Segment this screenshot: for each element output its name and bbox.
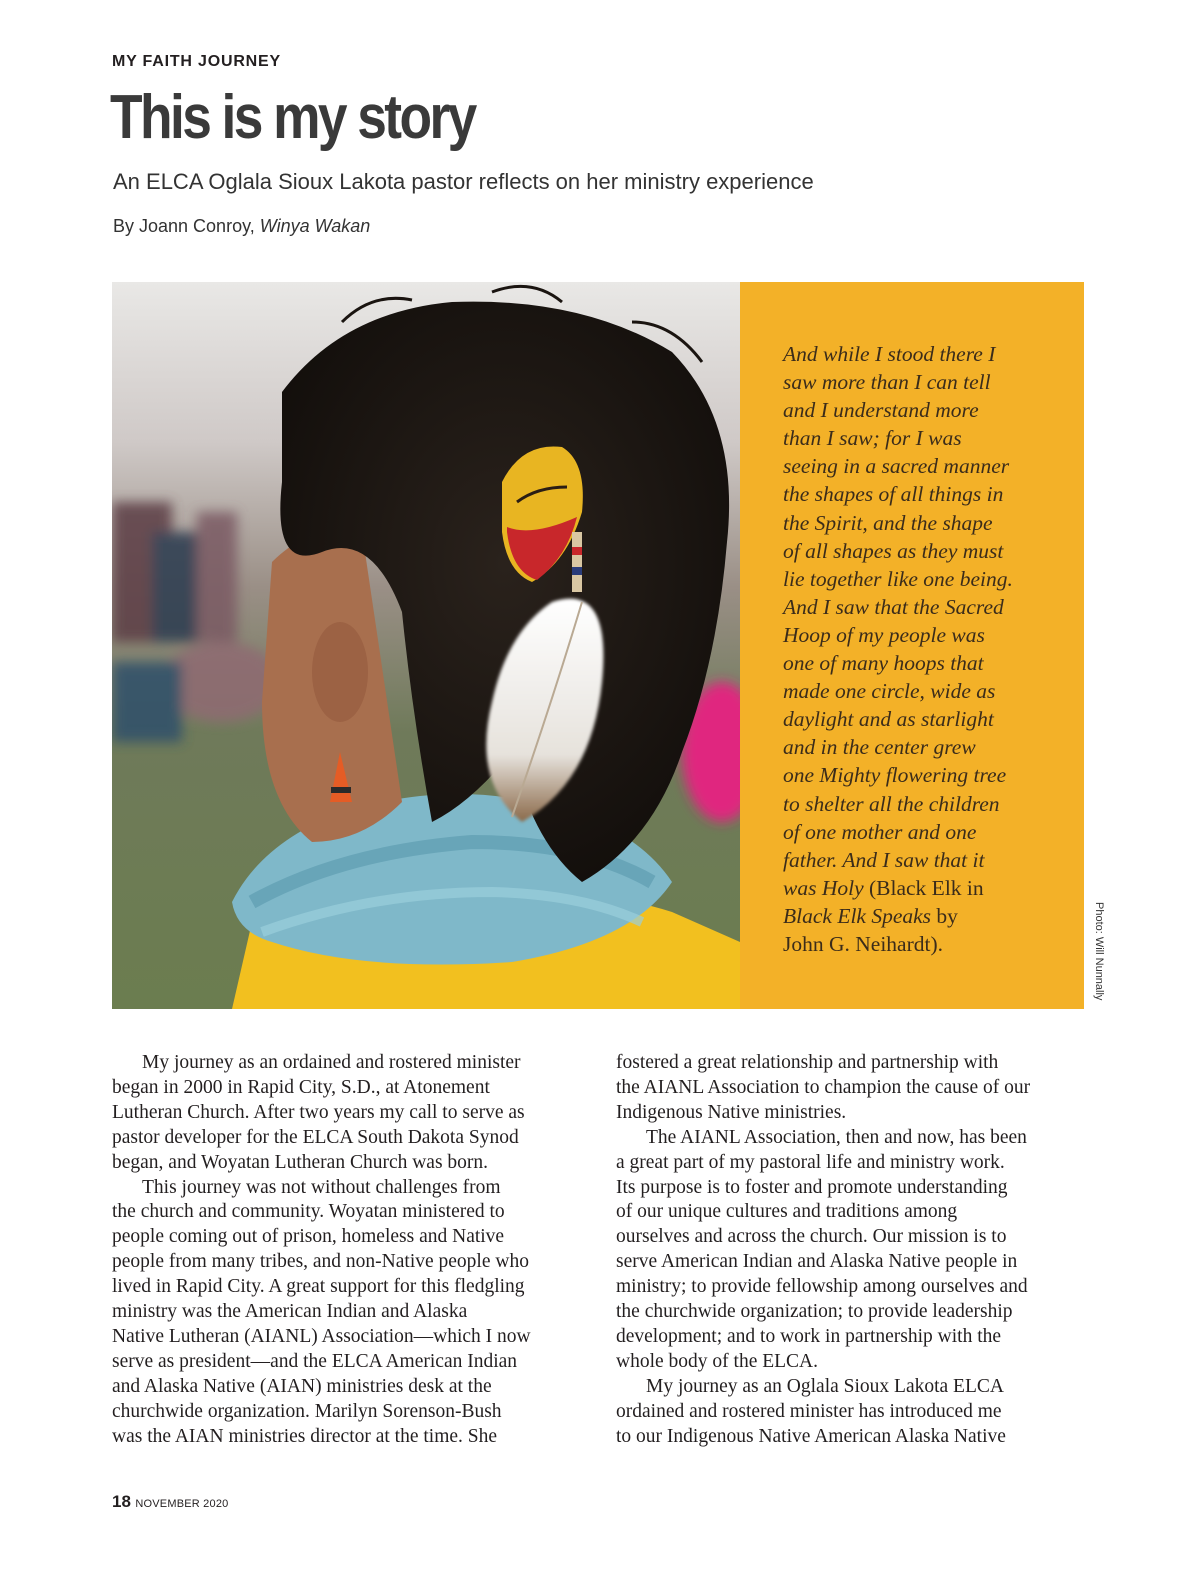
body-line: of our unique cultures and traditions among [616, 1201, 958, 1223]
issue-date: NOVEMBER 2020 [135, 1498, 229, 1510]
quote-line: and in the center grew [783, 735, 976, 760]
byline [113, 216, 370, 237]
quote-line: made one circle, wide as [783, 679, 996, 704]
body-line: lived in Rapid City. A great support for this fledgling [112, 1276, 525, 1298]
black-elk-quote [783, 340, 1073, 958]
page-folio [112, 1492, 228, 1512]
quote-line: Hoop of my people was [783, 622, 985, 647]
quote-author: John G. Neihardt). [783, 931, 944, 956]
deck-subtitle: An ELCA Oglala Sioux Lakota pastor reflects on her ministry experience [113, 169, 814, 194]
body-line: Native Lutheran (AIANL) Association—which I now [112, 1325, 531, 1347]
body-line: began in 2000 in Rapid City, S.D., at Atonement [112, 1076, 490, 1098]
quote-line: saw more than I can tell [783, 370, 991, 395]
body-line: ministry; to provide fellowship among ourselves and [616, 1276, 1028, 1298]
body-line: serve American Indian and Alaska Native people in [616, 1251, 1018, 1273]
quote-line: the shapes of all things in [783, 482, 1004, 507]
body-line: Lutheran Church. After two years my call to serve as [112, 1101, 525, 1123]
pull-quote-box [740, 282, 1084, 1009]
page-number: 18 [112, 1492, 131, 1511]
body-column-right [616, 1051, 1086, 1450]
body-line: This journey was not without challenges from [142, 1176, 501, 1198]
body-line: ourselves and across the church. Our mission is to [616, 1226, 1007, 1248]
body-line: people from many tribes, and non-Native people who [112, 1251, 529, 1273]
quote-line: the Spirit, and the shape [783, 510, 993, 535]
body-column-left [112, 1051, 582, 1450]
quote-line: than I saw; for I was [783, 426, 962, 451]
quote-line: And I saw that the Sacred [783, 594, 1004, 619]
quote-attribution: by [931, 903, 958, 928]
body-line: churchwide organization. Marilyn Sorenson-Bush [112, 1400, 502, 1422]
body-line: to our Indigenous Native American Alaska Native [616, 1425, 1006, 1447]
body-line: My journey as an Oglala Sioux Lakota ELCA [646, 1375, 1004, 1397]
body-line: pastor developer for the ELCA South Dakota Synod [112, 1126, 519, 1148]
quote-line [783, 874, 1073, 902]
body-line: the churchwide organization; to provide leadership [616, 1301, 1013, 1323]
body-line: fostered a great relationship and partnership with [616, 1052, 999, 1073]
body-line: development; and to work in partnership with the [616, 1325, 1002, 1347]
body-line: whole body of the ELCA. [616, 1350, 819, 1372]
quote-line: and I understand more [783, 398, 979, 423]
quote-line: lie together like one being. [783, 566, 1013, 591]
byline-lakota-name: Winya Wakan [259, 216, 371, 236]
body-line: Its purpose is to foster and promote understanding [616, 1176, 1008, 1198]
quote-line: one Mighty flowering tree [783, 763, 1007, 788]
quote-line: And while I stood there I [783, 342, 996, 366]
quote-attribution: (Black Elk in [863, 875, 984, 900]
quote-line: daylight and as starlight [783, 707, 994, 732]
book-title: Black Elk Speaks [783, 903, 932, 928]
quote-line: seeing in a sacred manner [783, 454, 1010, 479]
section-label: MY FAITH JOURNEY [112, 53, 281, 70]
quote-line: to shelter all the children [783, 791, 1000, 816]
body-line: My journey as an ordained and rostered minister [142, 1052, 521, 1073]
quote-italic-text: was Holy [783, 875, 864, 900]
quote-line [783, 902, 1073, 930]
quote-line: father. And I saw that it [783, 847, 985, 872]
body-line: was the AIAN ministries director at the time. She [112, 1425, 498, 1447]
body-line: ministry was the American Indian and Alaska [112, 1301, 468, 1323]
photo-credit: Photo: Will Nunnally [1093, 902, 1105, 1001]
quote-line: of all shapes as they must [783, 538, 1004, 563]
body-line: began, and Woyatan Lutheran Church was born. [112, 1151, 489, 1173]
body-line: the AIANL Association to champion the cause of our [616, 1076, 1031, 1098]
body-line: serve as president—and the ELCA American Indian [112, 1350, 518, 1372]
quote-line: one of many hoops that [783, 651, 984, 676]
body-line: ordained and rostered minister has introduced me [616, 1400, 1002, 1422]
feature-photo [112, 282, 740, 1009]
quote-line: of one mother and one [783, 819, 977, 844]
body-line: the church and community. Woyatan ministered to [112, 1201, 505, 1223]
byline-prefix: By Joann Conroy, [113, 216, 260, 236]
headline: This is my story [110, 83, 475, 152]
body-line: and Alaska Native (AIAN) ministries desk at the [112, 1375, 492, 1397]
body-line: people coming out of prison, homeless and Native [112, 1226, 505, 1248]
photo-illustration [112, 282, 740, 1009]
body-line: The AIANL Association, then and now, has been [646, 1126, 1027, 1148]
body-line: a great part of my pastoral life and ministry work. [616, 1151, 1005, 1173]
body-line: Indigenous Native ministries. [616, 1101, 847, 1123]
